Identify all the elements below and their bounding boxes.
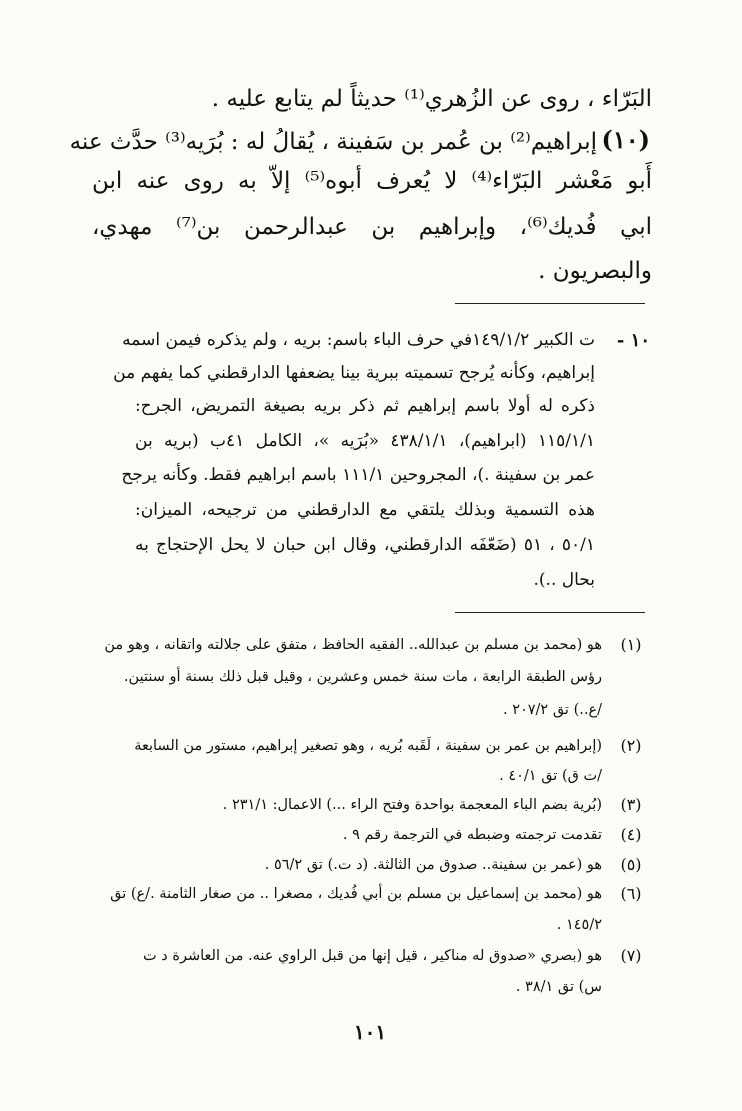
entry-line: إبراهيم⁽²⁾ بن عُمر بن سَفينة ، يُقالُ له : بُرَيه⁽³⁾ حدَّث عنه [69,129,597,155]
footnote-number: (٣) [620,795,642,814]
footnote-line: هو (بصري «صدوق له مناكير ، قيل إنها من قبل الراوي عنه. من العاشرة د ت [143,948,602,964]
commentary-line: ١١٥/١/١ (ابراهيم)، ٤٣٨/١/١ «بُرَيه »، الكامل ٤١ب (بريه بن [135,431,596,451]
footnote-line: هو (محمد بن مسلم بن عبدالله.. الفقيه الحافظ ، متفق على جلالته واتقانه ، وهو من [104,637,602,653]
commentary-line: بحال ..). [533,570,595,590]
footnote-line: هو (عمر بن سفينة.. صدوق من الثالثة. (د ت.) تق ٥٦/٢ . [264,857,602,873]
footnote-line: رؤس الطبقة الرابعة ، مات سنة خمس وعشرين ، وقيل قبل ذلك بسنة أو سنتين. [123,669,602,685]
page-number: ١٠١ [353,1020,387,1044]
footnote-line: تقدمت ترجمته وضبطه في الترجمة رقم ٩ . [342,827,602,843]
footnote-line: /ت ق) تق ٤٠/١ . [499,768,602,784]
footnote-number: (٤) [620,825,642,844]
entry-line: ابي فُديك⁽⁶⁾، وإبراهيم بن عبدالرحمن بن⁽⁷⁾ مهدي، [92,214,652,240]
main-text-line: البَرّاء ، روى عن الزُهري⁽¹⁾ حديثاً لم يتابع عليه . [211,86,652,112]
footnote-line: س) تق ٣٨/١ . [515,979,602,995]
commentary-line: ذكره له أولا باسم إبراهيم ثم ذكر بريه بصيغة التمريض، الجرح: [135,396,595,416]
commentary-line: عمر بن سفينة .)، المجروحين ١١١/١ باسم ابراهيم فقط. وكأنه يرجح [121,465,595,485]
entry-line: والبصريون . [538,258,652,284]
commentary-line: هذه التسمية وبذلك يلتقي مع الدارقطني من ترجيحه، الميزان: [135,500,595,520]
section-divider [455,303,645,304]
footnote-line: ١٤٥/٢ . [556,917,602,933]
footnote-line: هو (محمد بن إسماعيل بن مسلم بن أبي فُديك ، مصغرا .. من صغار الثامنة ./ع) تق [110,886,602,902]
entry-line: أَبو مَعْشر البَرّاء⁽⁴⁾ لا يُعرف أبوه⁽⁵⁾ إلاّ به روى عنه ابن [92,168,652,194]
footnote-number: (٢) [620,736,642,755]
footnote-line: /ع..) تق ٢٠٧/٢ . [502,702,602,718]
footnote-number: (١) [620,635,642,654]
entry-number: (١٠) [601,125,650,154]
commentary-line: ٥٠/١ ، ٥١ (ضَعّفَه الدارقطني، وقال ابن حبان لا يحل الإحتجاج به [135,535,596,555]
commentary-line: ت الكبير ١٤٩/١/٢في حرف الباء باسم: بريه ، ولم يذكره فيمن اسمه [122,330,595,350]
commentary-line: إبراهيم، وكأنه يُرجح تسميته ببرية بينا يضعفها الدارقطني كما يفهم من [113,363,595,383]
footnote-number: (٦) [620,884,642,903]
footnote-line: (بُرية بضم الباء المعجمة بواحدة وفتح الراء ...) الاعمال: ٢٣١/١ . [222,797,602,813]
commentary-number: ١٠ - [616,330,650,351]
footnote-number: (٧) [620,946,642,965]
footnotes-divider [455,612,645,613]
footnote-line: (إبراهيم بن عمر بن سفينة ، لَقَبه بُريه ، وهو تصغير إبراهيم، مستور من السابعة [134,738,602,754]
footnote-number: (٥) [620,855,642,874]
